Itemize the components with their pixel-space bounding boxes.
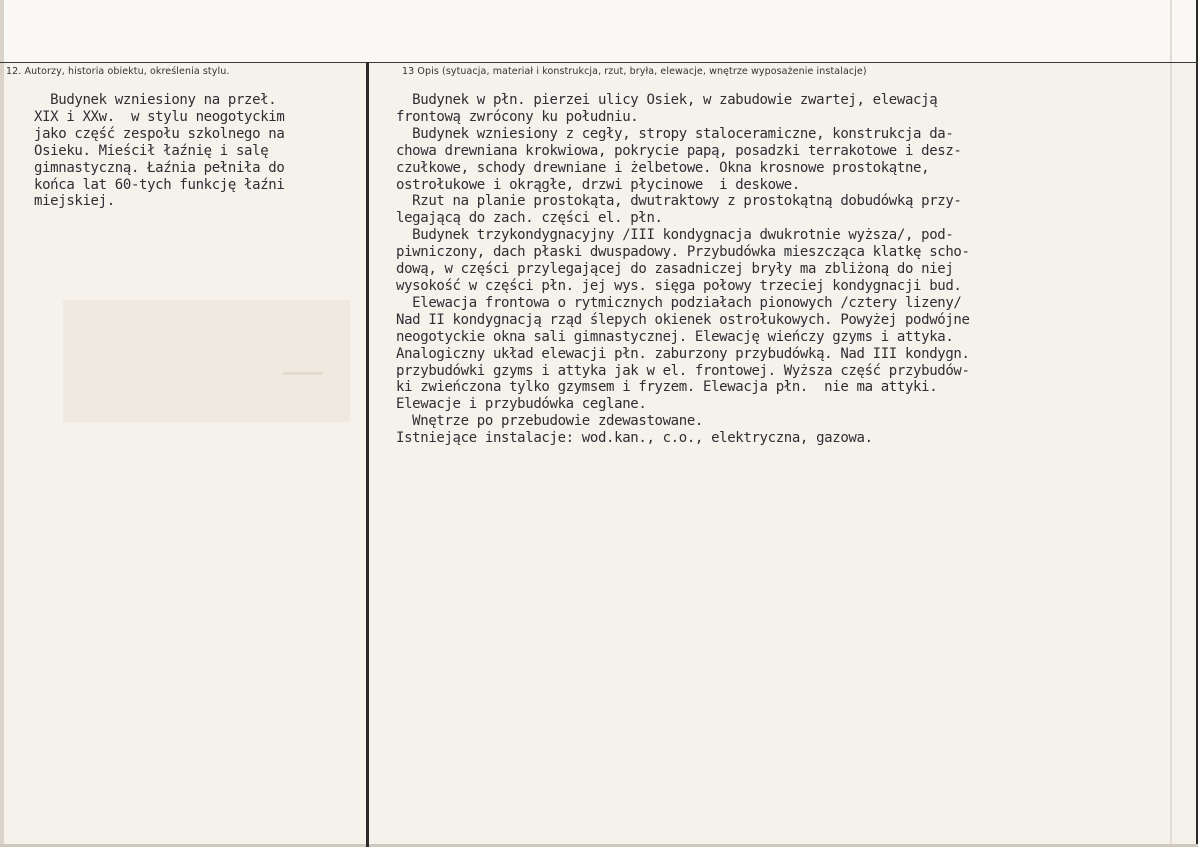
section-12-header: 12. Autorzy, historia obiektu, określenia stylu. <box>6 66 230 77</box>
card-fold-line <box>1170 0 1172 847</box>
faded-photo-area <box>63 300 350 422</box>
faded-photo-mark <box>283 372 323 375</box>
section-13-header: 13 Opis (sytuacja, materiał i konstrukcja, rzut, bryła, elewacje, wnętrze wyposażenie instalacje) <box>402 66 867 77</box>
header-rule <box>0 62 1198 63</box>
column-divider <box>366 62 369 847</box>
card-left-edge <box>0 0 4 847</box>
section-12-typed-text: Budynek wzniesiony na przeł. XIX i XXw. w stylu neogotyckim jako część zespołu szkolnego na Osieku. Mieścił łaźnię i salę gimnastyczną. Łaźnia pełniła do końca lat 60-tych funkcję łaźni miejskiej. <box>34 92 285 210</box>
section-13-typed-text: Budynek w płn. pierzei ulicy Osiek, w zabudowie zwartej, elewacją frontową zwrócony ku południu. Budynek wzniesiony z cegły, stropy staloceramiczne, konstrukcja da- chowa drewniana krokwiowa, pokrycie papą, posadzki terrakotowe i desz- czułkowe, schody drewniane i żelbetowe. Okna krosnowe prostokątne, ostrołukowe i okrągłe, drzwi płycinowe i deskowe. Rzut na planie prostokąta, dwutraktowy z prostokątną dobudówką przy- legającą do zach. części el. płn. Budynek trzykondygnacyjny /III kondygnacja dwukrotnie wyższa/, pod- piwniczony, dach płaski dwuspadowy. Przybudówka mieszcząca klatkę scho- dową, w części przylegającej do zasadniczej bryły ma zbliżoną do niej wysokość w części płn. jej wys. sięga połowy trzeciej kondygnacji bud. Elewacja frontowa o rytmicznych podziałach pionowych /cztery lizeny/ Nad II kondygnacją rząd ślepych okienek ostrołukowych. Powyżej podwójne neogotyckie okna sali gimnastycznej. Elewację wieńczy gzyms i attyka. Analogiczny układ elewacji płn. zaburzony przybudówką. Nad III kondygn. przybudówki gzyms i attyka jak w el. frontowej. Wyższa część przybudów- ki zwieńczona tylko gzymsem i fryzem. Elewacja płn. nie ma attyki. Elewacje i przybudówka ceglane. Wnętrze po przebudowie zdewastowane. Istniejące instalacje: wod.kan., c.o., elektryczna, gazowa. <box>396 92 970 447</box>
